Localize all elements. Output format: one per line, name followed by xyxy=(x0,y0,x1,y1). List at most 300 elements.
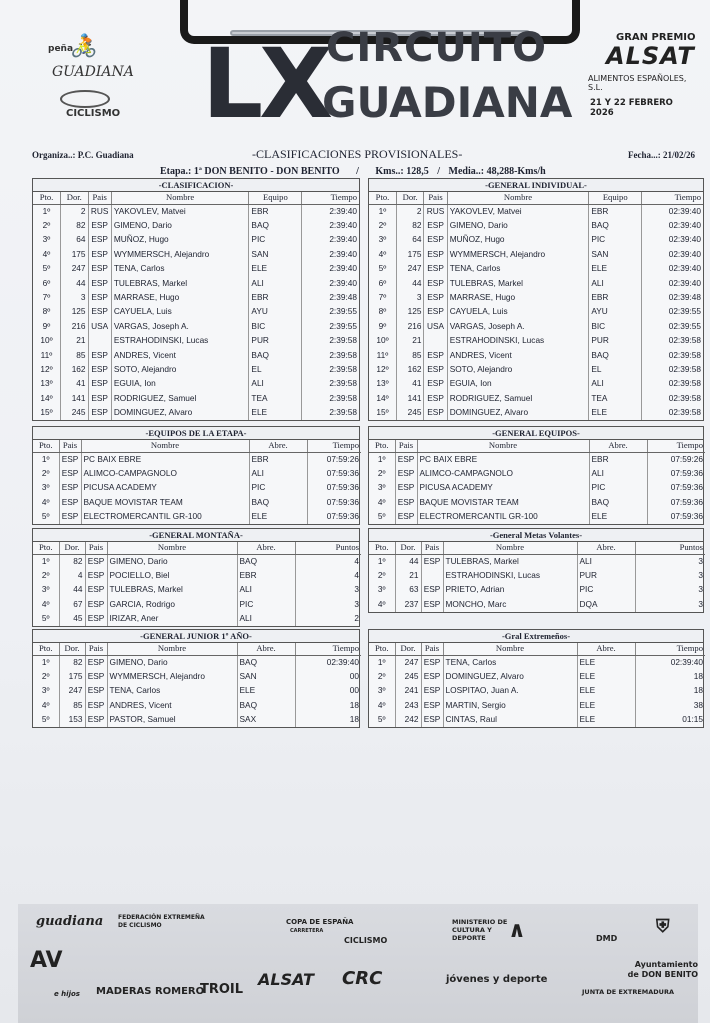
table-cell: 4 xyxy=(59,568,85,582)
sponsor-dmd: DMD xyxy=(596,934,618,943)
table-cell: ESP xyxy=(395,495,417,509)
table-cell: ALI xyxy=(237,583,295,597)
table-row xyxy=(369,334,703,348)
table-cell: TENA, Carlos xyxy=(447,262,589,276)
table-cell: ESP xyxy=(59,452,81,466)
sponsor-fex-ciclismo: FEDERACIÓN EXTREMEÑA DE CICLISMO xyxy=(118,914,205,929)
table-cell: 85 xyxy=(61,348,89,362)
table-title: -GENERAL JUNIOR 1º AÑO- xyxy=(33,630,359,643)
table-cell: 02:39:58 xyxy=(668,335,701,346)
table-cell: 4º xyxy=(369,495,395,509)
table-cell: WYMMERSCH, Alejandro xyxy=(111,247,249,261)
table-cell xyxy=(421,568,443,582)
table-cell: 85 xyxy=(59,698,85,712)
table-cell: 2:39:58 xyxy=(329,349,357,360)
table-cell: ESP xyxy=(424,262,447,276)
table-cell: 18 xyxy=(693,685,703,696)
table-cell: 2:39:58 xyxy=(329,407,357,418)
table-row xyxy=(33,583,361,597)
table-row xyxy=(369,655,705,669)
table-cell: ALIMCO-CAMPAGNOLO xyxy=(417,466,589,480)
table-row xyxy=(33,568,361,582)
column-header: Abre. xyxy=(577,542,635,554)
table-row xyxy=(369,452,705,466)
cyclist-swirl-icon: 🚴 xyxy=(70,34,98,59)
table-cell: ALI xyxy=(249,377,302,391)
table-cell: ESP xyxy=(85,698,107,712)
column-header: Tiempo xyxy=(302,192,359,204)
federation-emblem-icon xyxy=(60,90,110,108)
table-row xyxy=(33,290,359,304)
table-cell: 63 xyxy=(395,583,421,597)
table-cell: 4º xyxy=(33,247,61,261)
table-cell: 1º xyxy=(369,452,395,466)
table-cell: WYMMERSCH, Alejandro xyxy=(447,247,589,261)
coat-of-arms-icon: ⛨ xyxy=(656,916,670,937)
table-cell: 2:39:40 xyxy=(329,205,357,216)
table-cell: 11º xyxy=(369,348,396,362)
table-cell: PC BAIX EBRE xyxy=(81,452,249,466)
table-row xyxy=(33,247,359,261)
table-header xyxy=(369,192,703,204)
table-cell: 02:39:58 xyxy=(668,349,701,360)
table-cell: ESP xyxy=(395,452,417,466)
table-cell: YAKOVLEV, Matvei xyxy=(447,204,589,218)
table-cell: 1º xyxy=(369,204,396,218)
table-cell: 2 xyxy=(61,204,89,218)
table-cell: RUS xyxy=(88,204,111,218)
table-cell: CAYUELA, Luis xyxy=(447,305,589,319)
table-cell: 4º xyxy=(369,698,395,712)
table-cell: ESP xyxy=(85,597,107,611)
table-cell: 3 xyxy=(698,570,703,581)
table-row xyxy=(369,698,705,712)
table-cell: ESP xyxy=(88,290,111,304)
race-title: LX CIRCUITO GUADIANA xyxy=(202,25,573,140)
table-cell: TENA, Carlos xyxy=(443,655,577,669)
sponsor-guadiana: guadiana xyxy=(36,914,104,929)
sponsor-crc: CRC xyxy=(342,968,383,989)
table-cell: 18 xyxy=(349,699,359,710)
table-title: -GENERAL INDIVIDUAL- xyxy=(369,179,703,192)
table-cell: CAYUELA, Luis xyxy=(111,305,249,319)
table-cell: 07:59:36 xyxy=(670,468,703,479)
table-row xyxy=(369,348,703,362)
table-cell: ESP xyxy=(88,262,111,276)
table-cell: 1º xyxy=(33,554,59,568)
table-cell: 11º xyxy=(33,348,61,362)
table-cell: TULEBRAS, Markel xyxy=(111,276,249,290)
table-cell: 2º xyxy=(369,568,395,582)
table-cell: ALI xyxy=(249,276,302,290)
table-cell: 82 xyxy=(59,554,85,568)
table-cell: MONCHO, Marc xyxy=(443,597,577,611)
date: Fecha...: 21/02/26 xyxy=(628,150,695,160)
table-cell: 9º xyxy=(369,319,396,333)
table-cell: 1º xyxy=(33,655,59,669)
table-cell: ESP xyxy=(395,510,417,524)
table-row xyxy=(369,247,703,261)
table-cell xyxy=(88,334,111,348)
table-cell: 07:59:26 xyxy=(670,453,703,464)
table-cell: ESP xyxy=(85,655,107,669)
table-cell: 2:39:40 xyxy=(329,234,357,245)
table-cell: WYMMERSCH, Alejandro xyxy=(107,669,237,683)
column-header: Nombre xyxy=(443,643,577,655)
column-header: Nombre xyxy=(443,542,577,554)
table-row xyxy=(369,362,703,376)
table-cell: ELE xyxy=(577,669,635,683)
table-cell: ELE xyxy=(249,262,302,276)
table-row xyxy=(33,510,361,524)
table-cell: 4 xyxy=(354,555,359,566)
table-cell: 44 xyxy=(61,276,89,290)
table-cell: ESP xyxy=(421,713,443,727)
table-cell: YAKOVLEV, Matvei xyxy=(111,204,249,218)
table-row xyxy=(33,713,361,727)
table-cell: ESP xyxy=(59,510,81,524)
table-cell: ALI xyxy=(589,276,642,290)
column-header: Pto. xyxy=(369,440,395,452)
table-row xyxy=(33,495,361,509)
sponsor-ministerio: MINISTERIO DE CULTURA Y DEPORTE xyxy=(452,918,508,942)
table-cell: 02:39:40 xyxy=(670,656,703,667)
table-cell: 02:39:40 xyxy=(668,248,701,259)
table-cell: MUÑOZ, Hugo xyxy=(447,233,589,247)
table-cell: 10º xyxy=(33,334,61,348)
table-title: -EQUIPOS DE LA ETAPA- xyxy=(33,427,359,440)
table-cell: 21 xyxy=(395,568,421,582)
table-row xyxy=(33,698,361,712)
table-cell: ESP xyxy=(395,466,417,480)
table-cell: ALI xyxy=(249,466,307,480)
table-cell: DOMINGUEZ, Alvaro xyxy=(111,405,249,419)
table-cell: GIMENO, Dario xyxy=(111,218,249,232)
table-cell: ESP xyxy=(85,669,107,683)
table-cell: 21 xyxy=(396,334,423,348)
table-cell: ESP xyxy=(424,377,447,391)
table-cell: TULEBRAS, Markel xyxy=(107,583,237,597)
table-cell: EBR xyxy=(249,204,302,218)
column-header: Tiempo xyxy=(307,440,361,452)
column-header: Pais xyxy=(421,643,443,655)
table-cell: ELE xyxy=(577,655,635,669)
table-cell: EBR xyxy=(589,452,647,466)
table-row xyxy=(33,233,359,247)
table-cell: ESP xyxy=(88,405,111,419)
table-cell: 4º xyxy=(369,597,395,611)
column-header: Abre. xyxy=(577,643,635,655)
table-title: -Gral Extremeños- xyxy=(369,630,703,643)
table-cell: ELE xyxy=(589,405,642,419)
table-cell: EBR xyxy=(249,452,307,466)
table-cell: 125 xyxy=(61,305,89,319)
column-header: Tiempo xyxy=(642,192,703,204)
table-cell: BAQUE MOVISTAR TEAM xyxy=(417,495,589,509)
table-cell: 4º xyxy=(33,698,59,712)
table-cell: 175 xyxy=(59,669,85,683)
column-header: Pto. xyxy=(33,542,59,554)
table-cell: ELE xyxy=(577,713,635,727)
table-cell: 3 xyxy=(698,598,703,609)
table-cell: 41 xyxy=(396,377,423,391)
table-cell: 4 xyxy=(354,570,359,581)
table-cell: 15º xyxy=(369,405,396,419)
table-cell: PASTOR, Samuel xyxy=(107,713,237,727)
table-row xyxy=(369,305,703,319)
table-cell: ALI xyxy=(577,554,635,568)
table-row xyxy=(369,319,703,333)
table-cell: 5º xyxy=(369,510,395,524)
sponsor-copa-espana: COPA DE ESPAÑA xyxy=(286,918,354,926)
table-row xyxy=(369,466,705,480)
table-cell: 2:39:40 xyxy=(329,248,357,259)
table-cell: 2º xyxy=(33,568,59,582)
table-cell: POCIELLO, Biel xyxy=(107,568,237,582)
table-cell: 162 xyxy=(61,362,89,376)
table-cell: 5º xyxy=(33,262,61,276)
table-row xyxy=(33,481,361,495)
table-cell: PIC xyxy=(577,583,635,597)
table-cell: 14º xyxy=(33,391,61,405)
table-cell: 82 xyxy=(396,218,423,232)
table-cell: 125 xyxy=(396,305,423,319)
table-row xyxy=(33,655,361,669)
table-row xyxy=(369,391,703,405)
table-row xyxy=(33,554,361,568)
table-row xyxy=(369,597,705,611)
table-cell: ELE xyxy=(589,510,647,524)
table-row xyxy=(369,481,705,495)
table-cell: ELE xyxy=(249,510,307,524)
table-cell: TENA, Carlos xyxy=(107,684,237,698)
column-header: Nombre xyxy=(447,192,589,204)
table-cell: 14º xyxy=(369,391,396,405)
table-cell: 2:39:58 xyxy=(329,335,357,346)
gran-premio-alsat-logo: GRAN PREMIO ALSAT ALIMENTOS ESPAÑOLES, S.L. 21 Y 22 FEBRERO 2026 xyxy=(588,32,696,118)
table-row xyxy=(33,669,361,683)
column-header: Pto. xyxy=(33,440,59,452)
table-cell: 67 xyxy=(59,597,85,611)
pena-ciclista-guadiana-logo: peña 🚴 GUADIANA CICLISMO xyxy=(48,34,134,119)
column-header: Pto. xyxy=(369,542,395,554)
column-header: Equipo xyxy=(249,192,302,204)
table-cell: ALIMCO-CAMPAGNOLO xyxy=(81,466,249,480)
column-header: Tiempo xyxy=(647,440,705,452)
table-cell: ESP xyxy=(424,405,447,419)
general-teams-table xyxy=(368,426,704,525)
table-cell: PC BAIX EBRE xyxy=(417,452,589,466)
table-cell: 2º xyxy=(369,466,395,480)
table-cell: TULEBRAS, Markel xyxy=(447,276,589,290)
table-cell: 2º xyxy=(369,669,395,683)
junior-classification-table xyxy=(32,629,360,728)
table-title: -General Metas Volantes- xyxy=(369,529,703,542)
table-cell: 2 xyxy=(396,204,423,218)
table-cell: ESP xyxy=(424,362,447,376)
table-cell: MARTIN, Sergio xyxy=(443,698,577,712)
table-cell: 5º xyxy=(33,713,59,727)
table-row xyxy=(33,305,359,319)
table-header xyxy=(369,542,705,554)
table-title: -GENERAL MONTAÑA- xyxy=(33,529,359,542)
sponsor-maderas-romero: MADERAS ROMERO xyxy=(96,986,205,997)
table-cell: 9º xyxy=(33,319,61,333)
table-cell: 3 xyxy=(396,290,423,304)
table-cell: ESP xyxy=(421,583,443,597)
table-cell: PICUSA ACADEMY xyxy=(417,481,589,495)
table-cell: 2:39:55 xyxy=(329,306,357,317)
general-individual-table xyxy=(368,178,704,421)
table-cell: ESP xyxy=(59,495,81,509)
table-row xyxy=(33,204,359,218)
table-row xyxy=(33,391,359,405)
table-cell: ESP xyxy=(88,377,111,391)
table-cell: PIC xyxy=(249,233,302,247)
table-cell: DQA xyxy=(577,597,635,611)
table-cell: 2:39:55 xyxy=(329,320,357,331)
table-cell: 3º xyxy=(369,233,396,247)
table-cell: ESP xyxy=(85,583,107,597)
sponsor-troil: TROIL xyxy=(200,982,244,997)
table-cell: 38 xyxy=(693,699,703,710)
table-cell: BIC xyxy=(589,319,642,333)
table-cell: ESP xyxy=(59,466,81,480)
table-cell: 02:39:40 xyxy=(668,220,701,231)
table-cell: 85 xyxy=(396,348,423,362)
table-cell: DOMINGUEZ, Alvaro xyxy=(447,405,589,419)
table-cell: LOSPITAO, Juan A. xyxy=(443,684,577,698)
table-cell: 64 xyxy=(396,233,423,247)
table-cell: ESP xyxy=(59,481,81,495)
table-cell: PIC xyxy=(249,481,307,495)
table-cell: 1º xyxy=(33,204,61,218)
table-cell: MUÑOZ, Hugo xyxy=(111,233,249,247)
table-cell: PUR xyxy=(577,568,635,582)
table-cell: BAQ xyxy=(249,348,302,362)
column-header: Dor. xyxy=(395,542,421,554)
table-row xyxy=(369,204,703,218)
table-cell: AYU xyxy=(249,305,302,319)
table-cell: RODRIGUEZ, Samuel xyxy=(111,391,249,405)
column-header: Nombre xyxy=(417,440,589,452)
table-row xyxy=(33,597,361,611)
table-cell: 245 xyxy=(61,405,89,419)
table-cell: EGUIA, Ion xyxy=(111,377,249,391)
column-header: Puntos xyxy=(635,542,705,554)
table-cell: 13º xyxy=(369,377,396,391)
table-header xyxy=(369,440,705,452)
table-cell: CINTAS, Raul xyxy=(443,713,577,727)
table-cell: 6º xyxy=(369,276,396,290)
table-cell: ESP xyxy=(85,612,107,626)
table-cell: 4º xyxy=(33,597,59,611)
table-row xyxy=(369,583,705,597)
table-cell: ESP xyxy=(421,597,443,611)
column-header: Nombre xyxy=(107,643,237,655)
table-cell: 01:15 xyxy=(682,714,703,725)
table-cell: 12º xyxy=(369,362,396,376)
table-cell: ESP xyxy=(424,391,447,405)
column-header: Pais xyxy=(424,192,447,204)
table-cell: 247 xyxy=(61,262,89,276)
table-cell: 2º xyxy=(33,669,59,683)
table-cell: 162 xyxy=(396,362,423,376)
table-cell: 5º xyxy=(33,510,59,524)
column-header: Abre. xyxy=(237,542,295,554)
table-cell: ESTRAHODINSKI, Lucas xyxy=(443,568,577,582)
table-row xyxy=(33,377,359,391)
table-cell: 247 xyxy=(396,262,423,276)
table-cell: ESP xyxy=(88,276,111,290)
table-cell: ESP xyxy=(88,362,111,376)
table-cell: 64 xyxy=(61,233,89,247)
table-row xyxy=(369,218,703,232)
table-cell: ESP xyxy=(85,568,107,582)
table-cell: 3 xyxy=(354,584,359,595)
table-cell: BAQ xyxy=(249,495,307,509)
table-row xyxy=(369,684,705,698)
table-cell: SOTO, Alejandro xyxy=(447,362,589,376)
stage-info: Etapa.: 1ª DON BENITO - DON BENITO / Kms..: 128,5 / Media..: 48,288-Kms/h xyxy=(160,166,546,177)
table-cell: BAQ xyxy=(589,218,642,232)
table-cell: 13º xyxy=(33,377,61,391)
table-cell: AYU xyxy=(589,305,642,319)
table-cell: ESP xyxy=(424,305,447,319)
table-cell: SAN xyxy=(589,247,642,261)
table-cell: EBR xyxy=(249,290,302,304)
table-cell: ELE xyxy=(577,684,635,698)
table-header xyxy=(33,643,361,655)
table-row xyxy=(33,612,361,626)
table-cell: 07:59:36 xyxy=(326,468,359,479)
table-cell: ELECTROMERCANTIL GR-100 xyxy=(81,510,249,524)
table-row xyxy=(33,684,361,698)
table-cell: ESP xyxy=(424,247,447,261)
table-cell: TENA, Carlos xyxy=(111,262,249,276)
table-cell: ESP xyxy=(88,305,111,319)
table-cell: ELE xyxy=(249,405,302,419)
table-cell: BAQ xyxy=(237,554,295,568)
table-cell: 247 xyxy=(59,684,85,698)
table-cell: 7º xyxy=(369,290,396,304)
column-header: Dor. xyxy=(396,192,423,204)
table-cell: 4º xyxy=(33,495,59,509)
table-cell: 44 xyxy=(396,276,423,290)
table-row xyxy=(369,495,705,509)
sponsor-ayto-don-benito: Ayuntamiento de DON BENITO xyxy=(627,960,698,979)
table-row xyxy=(369,377,703,391)
table-cell: EBR xyxy=(589,290,642,304)
table-cell: ESP xyxy=(85,684,107,698)
table-header xyxy=(33,192,359,204)
table-cell: EBR xyxy=(589,204,642,218)
table-cell: 3º xyxy=(33,481,59,495)
table-cell: 7º xyxy=(33,290,61,304)
table-cell: 07:59:36 xyxy=(670,511,703,522)
column-header: Pto. xyxy=(33,192,61,204)
table-cell: 5º xyxy=(369,262,396,276)
table-row xyxy=(33,405,359,419)
table-cell: SAX xyxy=(237,713,295,727)
column-header: Abre. xyxy=(249,440,307,452)
page-title: -CLASIFICACIONES PROVISIONALES- xyxy=(252,147,463,161)
table-row xyxy=(33,218,359,232)
table-cell: EL xyxy=(589,362,642,376)
sponsor-alsat: ALSAT xyxy=(258,970,314,989)
table-cell: ESP xyxy=(424,348,447,362)
table-cell: 18 xyxy=(693,671,703,682)
